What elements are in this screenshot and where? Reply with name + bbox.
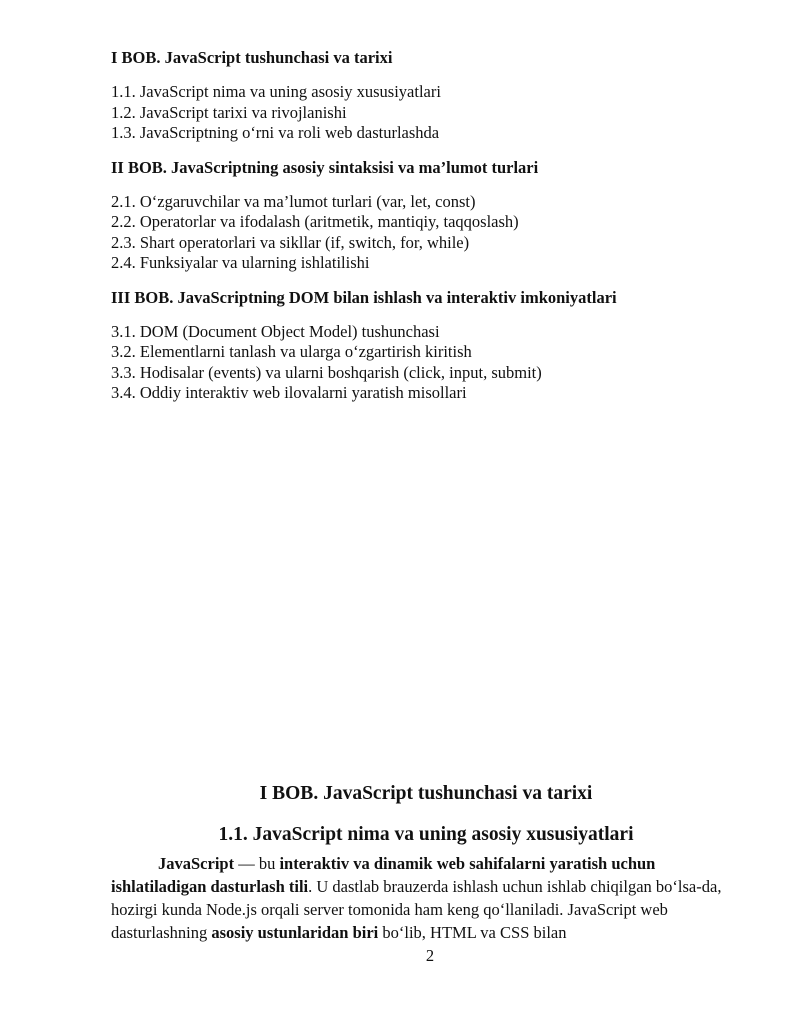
paragraph-text: . U dastlab brauzerda ishlash uchun ishlab chiqilgan bo‘lsa-da, hozirgi kunda Node.js orqali server tomonida ham keng qo‘llaniladi. JavaScript web dasturlashning (111, 877, 722, 942)
toc-item: 1.1. JavaScript nima va uning asosiy xususiyatlari (111, 82, 441, 101)
toc-item: 3.1. DOM (Document Object Model) tushunchasi (111, 321, 440, 341)
toc-item: 3.3. Hodisalar (events) va ularni boshqarish (click, input, submit) (111, 362, 542, 382)
toc-chapter-heading: II BOB. JavaScriptning asosiy sintaksisi va ma’lumot turlari (111, 157, 539, 177)
toc-chapter-3 (111, 288, 731, 404)
chapter-section (111, 780, 741, 944)
toc-chapter-heading: III BOB. JavaScriptning DOM bilan ishlash va interaktiv imkoniyatlari (111, 287, 617, 307)
paragraph-text: bo‘lib, HTML va CSS bilan (378, 923, 567, 942)
body-paragraph (111, 852, 741, 944)
emphasis-bold: asosiy ustunlaridan biri (211, 923, 379, 942)
toc-item: 2.4. Funksiyalar va ularning ishlatilishi (111, 253, 370, 272)
chapter-title: I BOB. JavaScript tushunchasi va tarixi (259, 783, 593, 804)
toc-item: 1.2. JavaScript tarixi va rivojlanishi (111, 102, 347, 122)
toc-item: 2.3. Shart operatorlari va sikllar (if, switch, for, while) (111, 232, 470, 252)
toc-item: 3.2. Elementlarni tanlash va ularga o‘zgartirish kiritish (111, 342, 472, 361)
toc-item: 2.1. O‘zgaruvchilar va ma’lumot turlari (var, let, const) (111, 191, 476, 211)
paragraph-text: — bu (234, 854, 280, 873)
toc-item: 2.2. Operatorlar va ifodalash (aritmetik, mantiqiy, taqqoslash) (111, 212, 519, 231)
table-of-contents (111, 48, 731, 418)
toc-chapter-heading: I BOB. JavaScript tushunchasi va tarixi (111, 48, 393, 67)
toc-item: 3.4. Oddiy interaktiv web ilovalarni yaratish misollari (111, 383, 467, 402)
page-number: 2 (425, 946, 435, 965)
toc-chapter-1 (111, 48, 731, 144)
toc-item: 1.3. JavaScriptning o‘rni va roli web dasturlashda (111, 123, 440, 142)
toc-chapter-2 (111, 158, 731, 274)
section-title: 1.1. JavaScript nima va uning asosiy xususiyatlari (218, 824, 634, 845)
definition-bold: interaktiv va dinamik web sahifalarni yaratish uchun ishlatiladigan dasturlash tili (111, 854, 656, 896)
term-bold: JavaScript (158, 854, 235, 873)
